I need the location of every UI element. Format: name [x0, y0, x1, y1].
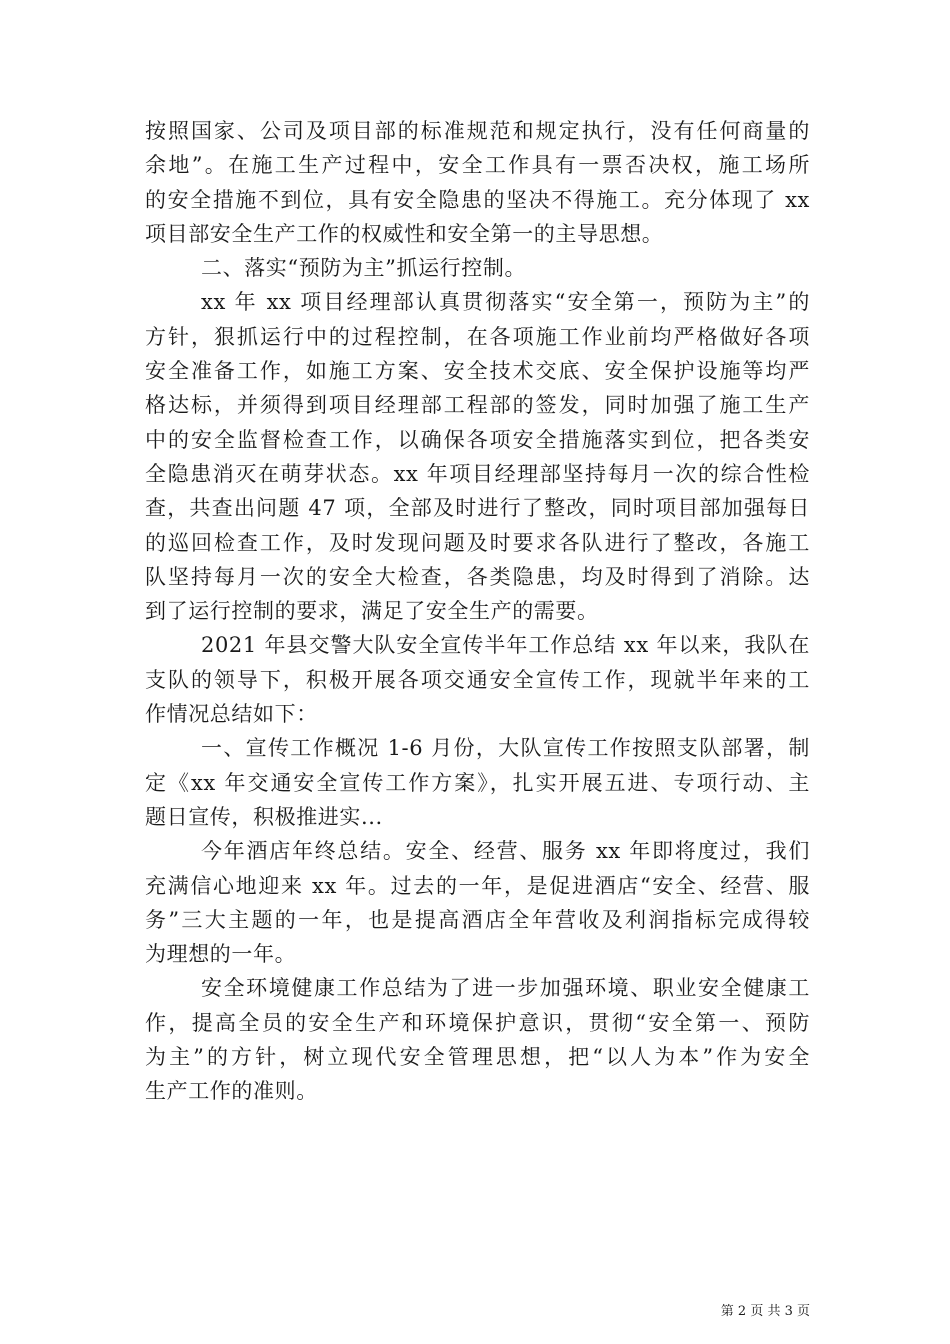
text-line: 的巡回检查工作，及时发现问题及时要求各队进行了整改，各施工	[145, 530, 810, 555]
text-line: 今年酒店年终总结。安全、经营、服务 xx 年即将度过，我们	[201, 839, 810, 864]
text-line: 定《xx 年交通安全宣传工作方案》，扎实开展五进、专项行动、主	[145, 770, 810, 795]
text-line: xx 年 xx 项目经理部认真贯彻落实“安全第一，预防为主”的	[201, 290, 810, 315]
page-number: 第 2 页 共 3 页	[720, 1304, 810, 1319]
section-heading: 二、落实“预防为主”抓运行控制。	[201, 256, 527, 281]
text-line: 查，共查出问题 47 项，全部及时进行了整改，同时项目部加强每日	[145, 496, 810, 521]
text-line: 安全环境健康工作总结为了进一步加强环境、职业安全健康工	[201, 976, 810, 1001]
text-line: 一、宣传工作概况 1-6 月份，大队宣传工作按照支队部署，制	[201, 736, 810, 761]
text-line: 作情况总结如下：	[145, 702, 318, 727]
text-line: 全隐患消灭在萌芽状态。xx 年项目经理部坚持每月一次的综合性检	[145, 461, 810, 486]
text-line: 题日宣传，积极推进实...	[145, 804, 383, 829]
text-line: 安全准备工作，如施工方案、安全技术交底、安全保护设施等均严	[145, 359, 810, 384]
text-line: 务”三大主题的一年，也是提高酒店全年营收及利润指标完成得较	[145, 907, 810, 932]
text-line: 按照国家、公司及项目部的标准规范和规定执行，没有任何商量的	[145, 119, 810, 143]
text-line: 队坚持每月一次的安全大检查，各类隐患，均及时得到了消除。达	[145, 564, 810, 589]
text-line: 项目部安全生产工作的权威性和安全第一的主导思想。	[145, 221, 664, 246]
text-line: 作，提高全员的安全生产和环境保护意识，贯彻“安全第一、预防	[145, 1010, 810, 1035]
text-line: 到了运行控制的要求，满足了安全生产的需要。	[145, 599, 599, 624]
document-body	[145, 114, 810, 1109]
text-line: 2021 年县交警大队安全宣传半年工作总结 xx 年以来，我队在	[201, 633, 810, 658]
text-line: 支队的领导下，积极开展各项交通安全宣传工作，现就半年来的工	[145, 667, 810, 692]
text-line: 格达标，并须得到项目经理部工程部的签发，同时加强了施工生产	[145, 393, 810, 418]
text-line: 方针，狠抓运行中的过程控制，在各项施工作业前均严格做好各项	[145, 324, 810, 349]
text-line: 为主”的方针，树立现代安全管理思想，把“以人为本”作为安全	[145, 1045, 810, 1070]
text-line: 的安全措施不到位，具有安全隐患的坚决不得施工。充分体现了 xx	[145, 187, 810, 212]
text-line: 生产工作的准则。	[145, 1079, 318, 1104]
text-line: 充满信心地迎来 xx 年。过去的一年，是促进酒店“安全、经营、服	[145, 873, 810, 898]
text-line: 中的安全监督检查工作，以确保各项安全措施落实到位，把各类安	[145, 427, 810, 452]
text-line: 为理想的一年。	[145, 942, 297, 967]
text-line: 余地”。在施工生产过程中，安全工作具有一票否决权，施工场所	[145, 153, 810, 178]
